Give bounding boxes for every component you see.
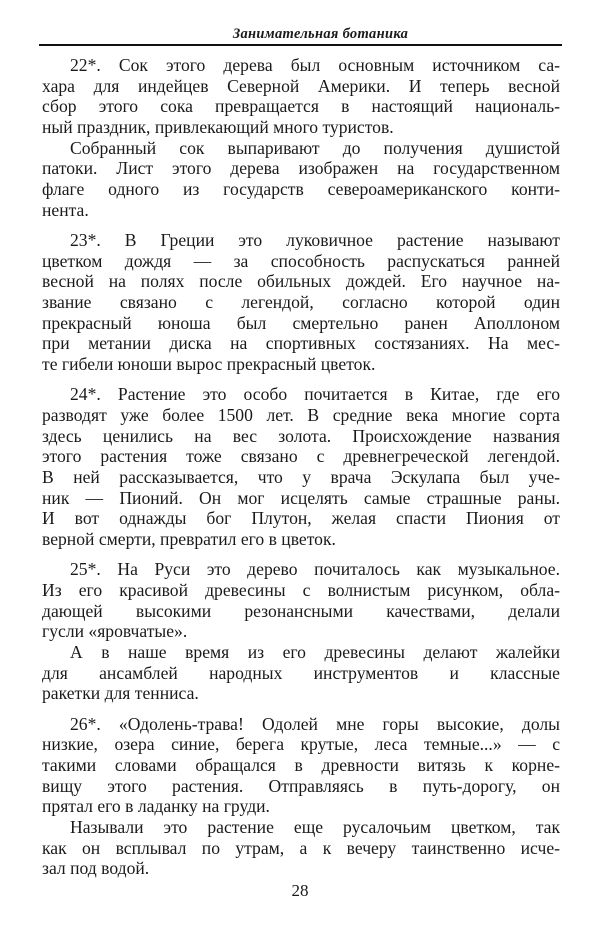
text-line: здесь ценились на вес золота. Происхождение названия — [42, 425, 560, 446]
text-line: как он всплывал по утрам, а к вечеру таинственно исче- — [42, 837, 560, 858]
text-line: хара для индейцев Северной Америки. И теперь весной — [42, 75, 560, 96]
question-item — [42, 55, 560, 221]
question-item — [42, 384, 560, 550]
text-line: ник — Пионий. Он мог исцелять самые страшные раны. — [42, 487, 560, 508]
text-line: 24*. Растение это особо почитается в Китае, где его — [70, 384, 560, 405]
page-body — [42, 55, 560, 889]
text-line: звание связано с легендой, согласно которой один — [42, 292, 560, 313]
running-header-title: Занимательная ботаника — [232, 26, 409, 42]
text-line: низкие, озера синие, берега крутые, леса темные...» — с — [42, 734, 560, 755]
question-item — [42, 230, 560, 375]
text-line: такими словами обращался в древности витязь к корне- — [42, 755, 560, 775]
paragraph — [42, 817, 560, 879]
text-line: патоки. Лист этого дерева изображен на государственном — [42, 158, 560, 179]
text-line: весной на полях после обильных дождей. Его научное на- — [42, 271, 560, 292]
text-line: для ансамблей народных инструментов и классные — [42, 662, 560, 683]
paragraph — [42, 138, 560, 221]
text-line: дающей высокими резонансными качествами, делали — [42, 600, 560, 621]
text-line: Называли это растение еще русалочьим цветком, так — [70, 817, 560, 838]
text-line: вищу этого растения. Отправляясь в путь-дорогу, он — [42, 775, 560, 796]
text-line: прекрасный юноша был смертельно ранен Аполлоном — [42, 312, 560, 333]
text-line: ный праздник, привлекающий много туристов. — [42, 117, 394, 138]
text-line: цветком дождя — за способность распускаться ранней — [42, 250, 560, 271]
paragraph — [42, 559, 560, 642]
text-line: А в наше время из его древесины делают жалейки — [70, 642, 560, 663]
question-item — [42, 714, 560, 880]
text-line: Собранный сок выпаривают до получения душистой — [70, 137, 560, 158]
paragraph — [42, 384, 560, 550]
text-line: 25*. На Руси это дерево почиталось как музыкальное. — [70, 559, 560, 580]
text-line: В ней рассказывается, что у врача Эскулапа был уче- — [42, 467, 560, 488]
paragraph — [42, 55, 560, 138]
text-line: 23*. В Греции это луковичное растение называют — [70, 230, 560, 250]
text-line: И вот однажды бог Плутон, желая спасти Пиония от — [42, 508, 560, 529]
text-line: 26*. «Одолень-трава! Одолей мне горы высокие, долы — [70, 713, 560, 734]
page-number: 28 — [291, 881, 309, 900]
text-line: зал под водой. — [42, 858, 150, 879]
paragraph — [42, 642, 560, 704]
text-line: этого растения тоже связано с древнегреческой легендой. — [42, 446, 560, 467]
paragraph — [42, 230, 560, 375]
text-line: ракетки для тенниса. — [42, 683, 199, 704]
text-line: те гибели юноши вырос прекрасный цветок. — [42, 354, 376, 375]
text-line: гусли «яровчатые». — [42, 621, 188, 642]
text-line: Из его красивой древесины с волнистым рисунком, обла- — [42, 580, 560, 600]
text-line: при метании диска на спортивных состязаниях. На мес- — [42, 333, 560, 354]
text-line: 22*. Сок этого дерева был основным источником са- — [70, 55, 560, 75]
text-line: сбор этого сока превращается в настоящий националь- — [42, 96, 560, 117]
running-header — [39, 25, 562, 46]
question-item — [42, 559, 560, 704]
text-line: нента. — [42, 199, 89, 220]
text-line: флаге одного из государств североамериканского конти- — [42, 179, 560, 200]
text-line: верной смерти, превратил его в цветок. — [42, 529, 336, 550]
text-line: прятал его в ладанку на груди. — [42, 796, 270, 817]
text-line: разводят уже более 1500 лет. В средние века многие сорта — [42, 405, 560, 425]
paragraph — [42, 714, 560, 817]
